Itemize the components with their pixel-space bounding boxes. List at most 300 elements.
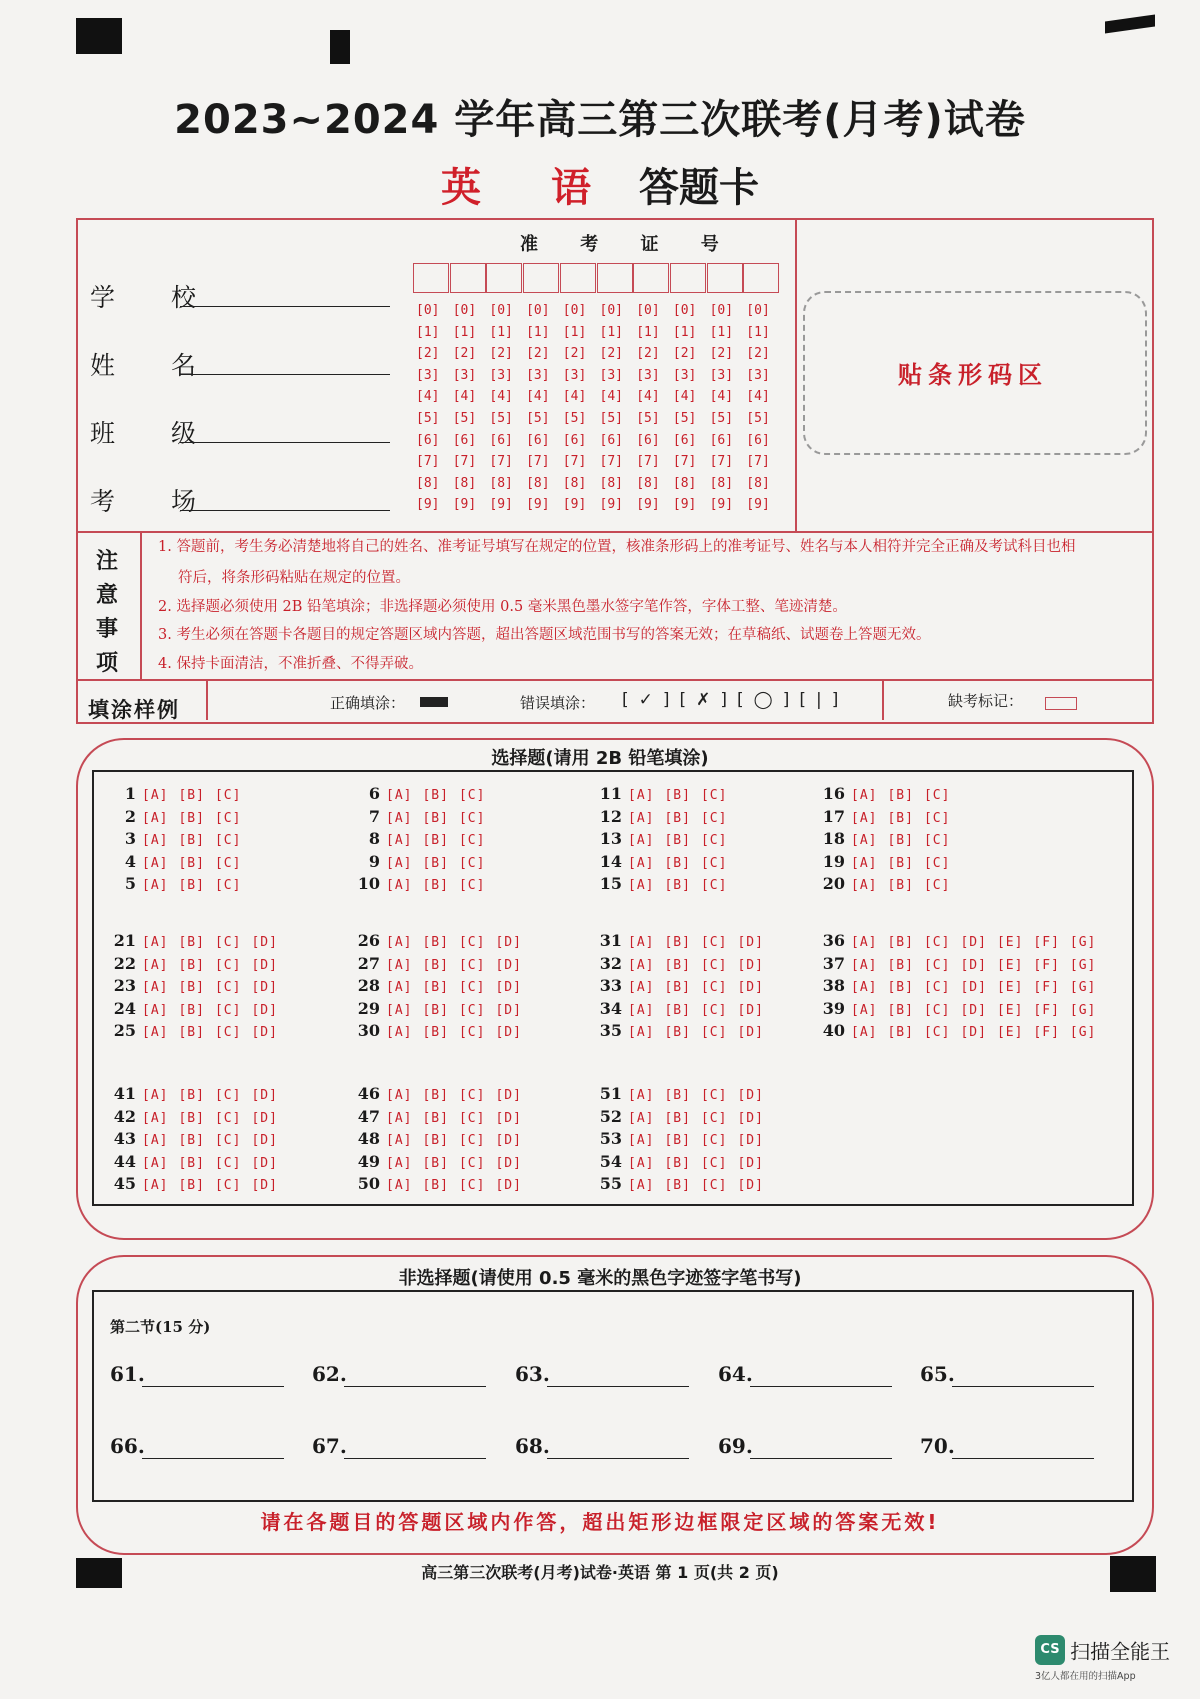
exam-digit-bubble[interactable]: [0] <box>599 303 623 318</box>
answer-bubble[interactable]: [C] <box>214 1155 242 1171</box>
answer-bubble[interactable]: [C] <box>700 1155 728 1171</box>
answer-bubble[interactable]: [D] <box>495 1178 522 1194</box>
answer-blank[interactable] <box>142 1386 284 1387</box>
exam-digit-bubble[interactable]: [2] <box>672 346 697 362</box>
answer-bubble[interactable]: [C] <box>458 1155 486 1171</box>
answer-bubble[interactable]: [G] <box>1069 935 1097 950</box>
answer-bubble[interactable]: [C] <box>700 1133 728 1149</box>
answer-bubble[interactable]: [B] <box>178 1002 205 1018</box>
answer-bubble[interactable]: [A] <box>851 957 878 973</box>
exam-digit-bubble[interactable]: [3] <box>562 367 587 383</box>
answer-bubble[interactable]: [C] <box>214 980 242 996</box>
answer-bubble[interactable]: [D] <box>251 1002 278 1018</box>
answer-bubble[interactable]: [B] <box>664 1133 691 1149</box>
exam-digit-bubble[interactable]: [1] <box>489 324 513 340</box>
exam-digit-bubble[interactable]: [1] <box>452 324 477 340</box>
exam-digit-bubble[interactable]: [6] <box>562 432 587 448</box>
exam-digit-bubble[interactable]: [4] <box>452 389 477 405</box>
answer-bubble[interactable]: [B] <box>178 1025 205 1041</box>
exam-digit-bubble[interactable]: [8] <box>526 475 550 491</box>
answer-bubble[interactable]: [A] <box>142 855 169 871</box>
answer-bubble[interactable]: [A] <box>386 1155 413 1171</box>
exam-digit-bubble[interactable]: [3] <box>636 367 660 383</box>
answer-bubble[interactable]: [B] <box>422 833 449 849</box>
exam-digit-bubble[interactable]: [9] <box>746 497 770 513</box>
answer-bubble[interactable]: [A] <box>386 855 413 871</box>
answer-bubble[interactable]: [C] <box>700 1178 728 1194</box>
answer-bubble[interactable]: [D] <box>495 957 522 973</box>
answer-bubble[interactable]: [E] <box>996 1002 1024 1018</box>
answer-bubble[interactable]: [B] <box>664 1088 691 1103</box>
answer-bubble[interactable]: [B] <box>664 935 691 950</box>
answer-bubble[interactable]: [C] <box>214 1088 242 1103</box>
answer-bubble[interactable]: [F] <box>1033 935 1060 950</box>
answer-bubble[interactable]: [A] <box>386 1133 413 1149</box>
answer-bubble[interactable]: [C] <box>923 980 951 996</box>
answer-bubble[interactable]: [C] <box>923 833 951 849</box>
answer-bubble[interactable]: [C] <box>214 1178 242 1194</box>
answer-bubble[interactable]: [A] <box>386 810 413 826</box>
answer-bubble[interactable]: [G] <box>1069 980 1097 996</box>
answer-bubble[interactable]: [B] <box>178 855 205 871</box>
answer-bubble[interactable]: [B] <box>422 1155 449 1171</box>
exam-digit-bubble[interactable]: [6] <box>636 432 660 448</box>
answer-bubble[interactable]: [E] <box>996 1025 1024 1041</box>
exam-digit-bubble[interactable]: [0] <box>452 303 477 318</box>
answer-bubble[interactable]: [A] <box>142 1178 169 1194</box>
answer-blank[interactable] <box>142 1458 284 1459</box>
exam-digit-bubble[interactable]: [9] <box>672 497 697 513</box>
answer-bubble[interactable]: [B] <box>178 878 205 894</box>
exam-digit-bubble[interactable]: [1] <box>672 324 697 340</box>
answer-bubble[interactable]: [D] <box>960 1002 987 1018</box>
exam-digit-bubble[interactable]: [4] <box>562 389 587 405</box>
answer-bubble[interactable]: [E] <box>996 957 1024 973</box>
exam-digit-bubble[interactable]: [9] <box>489 497 513 513</box>
answer-bubble[interactable]: [A] <box>142 1025 169 1041</box>
answer-bubble[interactable]: [D] <box>960 957 987 973</box>
answer-bubble[interactable]: [C] <box>923 878 951 894</box>
answer-bubble[interactable]: [B] <box>664 957 691 973</box>
answer-bubble[interactable]: [B] <box>422 878 449 894</box>
exam-digit-bubble[interactable]: [6] <box>709 432 734 448</box>
exam-digit-bubble[interactable]: [8] <box>489 475 513 491</box>
exam-digit-bubble[interactable]: [1] <box>599 324 623 340</box>
answer-blank[interactable] <box>547 1386 689 1387</box>
answer-bubble[interactable]: [A] <box>386 935 413 950</box>
answer-bubble[interactable]: [A] <box>851 855 878 871</box>
exam-digit-bubble[interactable]: [0] <box>746 303 770 318</box>
exam-digit-bubble[interactable]: [7] <box>672 454 697 470</box>
answer-bubble[interactable]: [C] <box>458 957 486 973</box>
answer-bubble[interactable]: [A] <box>628 980 655 996</box>
answer-bubble[interactable]: [A] <box>142 1133 169 1149</box>
answer-bubble[interactable]: [D] <box>495 1002 522 1018</box>
answer-bubble[interactable]: [B] <box>887 878 914 894</box>
exam-digit-bubble[interactable]: [6] <box>526 432 550 448</box>
exam-digit-bubble[interactable]: [3] <box>746 367 770 383</box>
exam-digit-bubble[interactable]: [9] <box>709 497 734 513</box>
answer-bubble[interactable]: [A] <box>628 1110 655 1126</box>
exam-digit-bubble[interactable]: [3] <box>452 367 477 383</box>
answer-bubble[interactable]: [C] <box>458 935 486 950</box>
answer-bubble[interactable]: [C] <box>458 855 486 871</box>
exam-digit-bubble[interactable]: [1] <box>416 324 440 340</box>
answer-bubble[interactable]: [C] <box>458 1133 486 1149</box>
answer-bubble[interactable]: [D] <box>495 935 522 950</box>
answer-bubble[interactable]: [C] <box>923 957 951 973</box>
answer-bubble[interactable]: [A] <box>386 1110 413 1126</box>
exam-digit-bubble[interactable]: [3] <box>489 367 513 383</box>
answer-bubble[interactable]: [C] <box>214 1025 242 1041</box>
exam-digit-bubble[interactable]: [1] <box>636 324 660 340</box>
answer-bubble[interactable]: [C] <box>214 957 242 973</box>
exam-digit-bubble[interactable]: [6] <box>672 432 697 448</box>
answer-bubble[interactable]: [C] <box>458 980 486 996</box>
answer-bubble[interactable]: [D] <box>251 1110 278 1126</box>
answer-bubble[interactable]: [B] <box>664 833 691 849</box>
exam-digit-bubble[interactable]: [5] <box>452 411 477 426</box>
answer-bubble[interactable]: [B] <box>178 1178 205 1194</box>
answer-bubble[interactable]: [D] <box>251 1155 278 1171</box>
answer-bubble[interactable]: [B] <box>422 1002 449 1018</box>
answer-bubble[interactable]: [D] <box>737 1178 764 1194</box>
answer-bubble[interactable]: [A] <box>386 957 413 973</box>
answer-bubble[interactable]: [B] <box>664 810 691 826</box>
answer-bubble[interactable]: [B] <box>664 1025 691 1041</box>
exam-digit-bubble[interactable]: [4] <box>636 389 660 405</box>
answer-bubble[interactable]: [A] <box>628 833 655 849</box>
exam-digit-bubble[interactable]: [8] <box>672 475 697 491</box>
answer-bubble[interactable]: [D] <box>495 1025 522 1041</box>
answer-bubble[interactable]: [D] <box>251 980 278 996</box>
answer-bubble[interactable]: [B] <box>178 957 205 973</box>
answer-bubble[interactable]: [F] <box>1033 1025 1060 1041</box>
exam-digit-bubble[interactable]: [0] <box>672 303 697 318</box>
answer-bubble[interactable]: [E] <box>996 935 1024 950</box>
answer-bubble[interactable]: [C] <box>458 833 486 849</box>
answer-bubble[interactable]: [B] <box>887 788 914 803</box>
exam-digit-bubble[interactable]: [4] <box>489 389 513 405</box>
answer-bubble[interactable]: [A] <box>628 935 655 950</box>
answer-bubble[interactable]: [A] <box>386 980 413 996</box>
exam-digit-bubble[interactable]: [9] <box>526 497 550 513</box>
exam-digit-bubble[interactable]: [7] <box>599 454 623 470</box>
answer-bubble[interactable]: [B] <box>887 810 914 826</box>
exam-digit-bubble[interactable]: [5] <box>526 411 550 426</box>
exam-digit-bubble[interactable]: [4] <box>526 389 550 405</box>
answer-bubble[interactable]: [B] <box>664 1178 691 1194</box>
answer-blank[interactable] <box>750 1458 892 1459</box>
answer-bubble[interactable]: [A] <box>628 878 655 894</box>
exam-digit-bubble[interactable]: [9] <box>452 497 477 513</box>
answer-bubble[interactable]: [C] <box>458 1178 486 1194</box>
answer-bubble[interactable]: [D] <box>960 935 987 950</box>
answer-bubble[interactable]: [D] <box>737 1155 764 1171</box>
answer-bubble[interactable]: [B] <box>422 855 449 871</box>
answer-bubble[interactable]: [D] <box>251 1178 278 1194</box>
answer-bubble[interactable]: [D] <box>251 1088 278 1103</box>
answer-bubble[interactable]: [A] <box>142 788 169 803</box>
answer-bubble[interactable]: [C] <box>700 1002 728 1018</box>
answer-bubble[interactable]: [D] <box>495 1133 522 1149</box>
answer-bubble[interactable]: [B] <box>422 788 449 803</box>
exam-digit-bubble[interactable]: [4] <box>599 389 623 405</box>
answer-bubble[interactable]: [A] <box>142 1002 169 1018</box>
answer-bubble[interactable]: [A] <box>628 1133 655 1149</box>
answer-bubble[interactable]: [C] <box>214 878 242 894</box>
exam-digit-bubble[interactable]: [3] <box>599 367 623 383</box>
answer-bubble[interactable]: [C] <box>700 935 728 950</box>
answer-bubble[interactable]: [B] <box>422 1110 449 1126</box>
answer-bubble[interactable]: [C] <box>458 1025 486 1041</box>
answer-bubble[interactable]: [A] <box>851 833 878 849</box>
answer-bubble[interactable]: [C] <box>458 788 486 803</box>
answer-bubble[interactable]: [G] <box>1069 957 1097 973</box>
answer-bubble[interactable]: [A] <box>142 878 169 894</box>
answer-bubble[interactable]: [D] <box>737 1002 764 1018</box>
answer-bubble[interactable]: [B] <box>887 855 914 871</box>
answer-bubble[interactable]: [B] <box>664 788 691 803</box>
answer-bubble[interactable]: [B] <box>887 980 914 996</box>
answer-bubble[interactable]: [B] <box>422 980 449 996</box>
answer-bubble[interactable]: [D] <box>251 935 278 950</box>
answer-bubble[interactable]: [C] <box>923 855 951 871</box>
exam-number-box[interactable] <box>560 263 596 293</box>
exam-digit-bubble[interactable]: [0] <box>526 303 550 318</box>
answer-bubble[interactable]: [B] <box>178 980 205 996</box>
answer-bubble[interactable]: [F] <box>1033 980 1060 996</box>
answer-bubble[interactable]: [C] <box>700 980 728 996</box>
answer-bubble[interactable]: [B] <box>422 1088 449 1103</box>
answer-bubble[interactable]: [C] <box>700 788 728 803</box>
exam-number-box[interactable] <box>450 263 486 293</box>
exam-digit-bubble[interactable]: [2] <box>526 346 550 362</box>
answer-bubble[interactable]: [C] <box>458 1088 486 1103</box>
answer-bubble[interactable]: [C] <box>700 855 728 871</box>
exam-number-box[interactable] <box>743 263 779 293</box>
answer-bubble[interactable]: [B] <box>664 878 691 894</box>
exam-digit-bubble[interactable]: [2] <box>746 346 770 362</box>
answer-blank[interactable] <box>952 1386 1094 1387</box>
answer-bubble[interactable]: [C] <box>214 1002 242 1018</box>
exam-digit-bubble[interactable]: [5] <box>636 411 660 426</box>
answer-bubble[interactable]: [B] <box>178 1110 205 1126</box>
exam-digit-bubble[interactable]: [9] <box>636 497 660 513</box>
answer-bubble[interactable]: [C] <box>214 833 242 849</box>
answer-bubble[interactable]: [A] <box>386 833 413 849</box>
answer-bubble[interactable]: [A] <box>142 1110 169 1126</box>
exam-number-box[interactable] <box>523 263 559 293</box>
answer-bubble[interactable]: [A] <box>386 1088 413 1103</box>
answer-bubble[interactable]: [D] <box>251 1133 278 1149</box>
answer-bubble[interactable]: [A] <box>628 1025 655 1041</box>
answer-bubble[interactable]: [A] <box>142 1155 169 1171</box>
exam-digit-bubble[interactable]: [7] <box>416 454 440 470</box>
answer-bubble[interactable]: [A] <box>628 1088 655 1103</box>
exam-digit-bubble[interactable]: [2] <box>599 346 623 362</box>
exam-digit-bubble[interactable]: [7] <box>709 454 734 470</box>
answer-bubble[interactable]: [A] <box>386 1025 413 1041</box>
answer-bubble[interactable]: [B] <box>178 1088 205 1103</box>
exam-digit-bubble[interactable]: [5] <box>416 411 440 426</box>
exam-number-box[interactable] <box>486 263 522 293</box>
answer-bubble[interactable]: [A] <box>628 957 655 973</box>
school-field[interactable] <box>180 306 390 307</box>
answer-bubble[interactable]: [D] <box>495 1088 522 1103</box>
answer-bubble[interactable]: [B] <box>178 1133 205 1149</box>
answer-bubble[interactable]: [C] <box>923 935 951 950</box>
exam-digit-bubble[interactable]: [2] <box>416 346 440 362</box>
exam-digit-bubble[interactable]: [6] <box>746 432 770 448</box>
answer-bubble[interactable]: [D] <box>737 1025 764 1041</box>
answer-bubble[interactable]: [C] <box>214 1110 242 1126</box>
answer-bubble[interactable]: [A] <box>142 935 169 950</box>
answer-bubble[interactable]: [G] <box>1069 1025 1097 1041</box>
answer-bubble[interactable]: [B] <box>664 1155 691 1171</box>
exam-digit-bubble[interactable]: [2] <box>489 346 513 362</box>
exam-number-box[interactable] <box>633 263 669 293</box>
answer-bubble[interactable]: [D] <box>737 935 764 950</box>
answer-bubble[interactable]: [B] <box>887 833 914 849</box>
answer-bubble[interactable]: [C] <box>700 1088 728 1103</box>
answer-bubble[interactable]: [A] <box>386 1178 413 1194</box>
answer-bubble[interactable]: [A] <box>386 1002 413 1018</box>
answer-bubble[interactable]: [C] <box>214 810 242 826</box>
exam-digit-bubble[interactable]: [9] <box>416 497 440 513</box>
answer-bubble[interactable]: [F] <box>1033 1002 1060 1018</box>
answer-blank[interactable] <box>344 1386 486 1387</box>
answer-bubble[interactable]: [C] <box>700 957 728 973</box>
answer-bubble[interactable]: [B] <box>178 833 205 849</box>
answer-bubble[interactable]: [D] <box>251 957 278 973</box>
answer-bubble[interactable]: [D] <box>495 1155 522 1171</box>
exam-digit-bubble[interactable]: [8] <box>452 475 477 491</box>
answer-blank[interactable] <box>344 1458 486 1459</box>
exam-digit-bubble[interactable]: [0] <box>416 303 440 318</box>
answer-bubble[interactable]: [B] <box>887 935 914 950</box>
exam-digit-bubble[interactable]: [3] <box>526 367 550 383</box>
exam-digit-bubble[interactable]: [3] <box>709 367 734 383</box>
answer-bubble[interactable]: [D] <box>251 1025 278 1041</box>
answer-blank[interactable] <box>750 1386 892 1387</box>
answer-bubble[interactable]: [B] <box>422 1133 449 1149</box>
exam-digit-bubble[interactable]: [4] <box>746 389 770 405</box>
exam-digit-bubble[interactable]: [4] <box>416 389 440 405</box>
exam-digit-bubble[interactable]: [8] <box>746 475 770 491</box>
answer-bubble[interactable]: [C] <box>923 1025 951 1041</box>
exam-digit-bubble[interactable]: [8] <box>636 475 660 491</box>
answer-bubble[interactable]: [B] <box>887 1025 914 1041</box>
answer-bubble[interactable]: [A] <box>386 788 413 803</box>
answer-bubble[interactable]: [C] <box>700 1025 728 1041</box>
answer-blank[interactable] <box>547 1458 689 1459</box>
exam-digit-bubble[interactable]: [5] <box>672 411 697 426</box>
answer-bubble[interactable]: [A] <box>851 980 878 996</box>
exam-digit-bubble[interactable]: [5] <box>746 411 770 426</box>
exam-digit-bubble[interactable]: [5] <box>709 411 734 426</box>
exam-digit-bubble[interactable]: [0] <box>489 303 513 318</box>
answer-bubble[interactable]: [A] <box>386 878 413 894</box>
exam-digit-bubble[interactable]: [7] <box>746 454 770 470</box>
answer-bubble[interactable]: [B] <box>887 1002 914 1018</box>
answer-bubble[interactable]: [C] <box>214 935 242 950</box>
exam-digit-bubble[interactable]: [6] <box>489 432 513 448</box>
exam-digit-bubble[interactable]: [8] <box>599 475 623 491</box>
exam-digit-bubble[interactable]: [2] <box>452 346 477 362</box>
exam-digit-bubble[interactable]: [9] <box>599 497 623 513</box>
answer-bubble[interactable]: [B] <box>178 788 205 803</box>
answer-bubble[interactable]: [B] <box>887 957 914 973</box>
exam-digit-bubble[interactable]: [7] <box>489 454 513 470</box>
exam-digit-bubble[interactable]: [7] <box>452 454 477 470</box>
answer-bubble[interactable]: [B] <box>422 1178 449 1194</box>
answer-bubble[interactable]: [C] <box>458 878 486 894</box>
exam-digit-bubble[interactable]: [1] <box>746 324 770 340</box>
exam-digit-bubble[interactable]: [0] <box>562 303 587 318</box>
answer-bubble[interactable]: [D] <box>960 1025 987 1041</box>
answer-blank[interactable] <box>952 1458 1094 1459</box>
answer-bubble[interactable]: [B] <box>178 935 205 950</box>
answer-bubble[interactable]: [D] <box>737 1133 764 1149</box>
answer-bubble[interactable]: [C] <box>700 1110 728 1126</box>
answer-bubble[interactable]: [B] <box>422 1025 449 1041</box>
answer-bubble[interactable]: [B] <box>422 935 449 950</box>
answer-bubble[interactable]: [D] <box>495 980 522 996</box>
exam-digit-bubble[interactable]: [9] <box>562 497 587 513</box>
answer-bubble[interactable]: [E] <box>996 980 1024 996</box>
answer-bubble[interactable]: [B] <box>178 1155 205 1171</box>
answer-bubble[interactable]: [A] <box>851 878 878 894</box>
answer-bubble[interactable]: [A] <box>851 935 878 950</box>
exam-digit-bubble[interactable]: [3] <box>672 367 697 383</box>
answer-bubble[interactable]: [A] <box>142 980 169 996</box>
answer-bubble[interactable]: [G] <box>1069 1002 1097 1018</box>
exam-digit-bubble[interactable]: [1] <box>709 324 734 340</box>
name-field[interactable] <box>180 374 390 375</box>
exam-digit-bubble[interactable]: [5] <box>599 411 623 426</box>
exam-digit-bubble[interactable]: [1] <box>526 324 550 340</box>
answer-bubble[interactable]: [C] <box>214 855 242 871</box>
exam-number-box[interactable] <box>707 263 743 293</box>
answer-bubble[interactable]: [C] <box>923 810 951 826</box>
answer-bubble[interactable]: [A] <box>851 1002 878 1018</box>
exam-digit-bubble[interactable]: [2] <box>562 346 587 362</box>
answer-bubble[interactable]: [A] <box>851 810 878 826</box>
answer-bubble[interactable]: [C] <box>458 1110 486 1126</box>
answer-bubble[interactable]: [B] <box>422 957 449 973</box>
exam-digit-bubble[interactable]: [7] <box>636 454 660 470</box>
answer-bubble[interactable]: [A] <box>142 810 169 826</box>
exam-digit-bubble[interactable]: [4] <box>709 389 734 405</box>
answer-bubble[interactable]: [C] <box>700 810 728 826</box>
exam-digit-bubble[interactable]: [0] <box>709 303 734 318</box>
answer-bubble[interactable]: [B] <box>664 1002 691 1018</box>
answer-bubble[interactable]: [C] <box>700 878 728 894</box>
answer-bubble[interactable]: [A] <box>628 1155 655 1171</box>
answer-bubble[interactable]: [F] <box>1033 957 1060 973</box>
answer-bubble[interactable]: [A] <box>628 855 655 871</box>
exam-digit-bubble[interactable]: [1] <box>562 324 587 340</box>
class-field[interactable] <box>180 442 390 443</box>
answer-bubble[interactable]: [A] <box>628 1178 655 1194</box>
exam-digit-bubble[interactable]: [5] <box>562 411 587 426</box>
answer-bubble[interactable]: [B] <box>664 1110 691 1126</box>
answer-bubble[interactable]: [C] <box>923 1002 951 1018</box>
answer-bubble[interactable]: [B] <box>664 855 691 871</box>
answer-bubble[interactable]: [D] <box>960 980 987 996</box>
answer-bubble[interactable]: [B] <box>422 810 449 826</box>
